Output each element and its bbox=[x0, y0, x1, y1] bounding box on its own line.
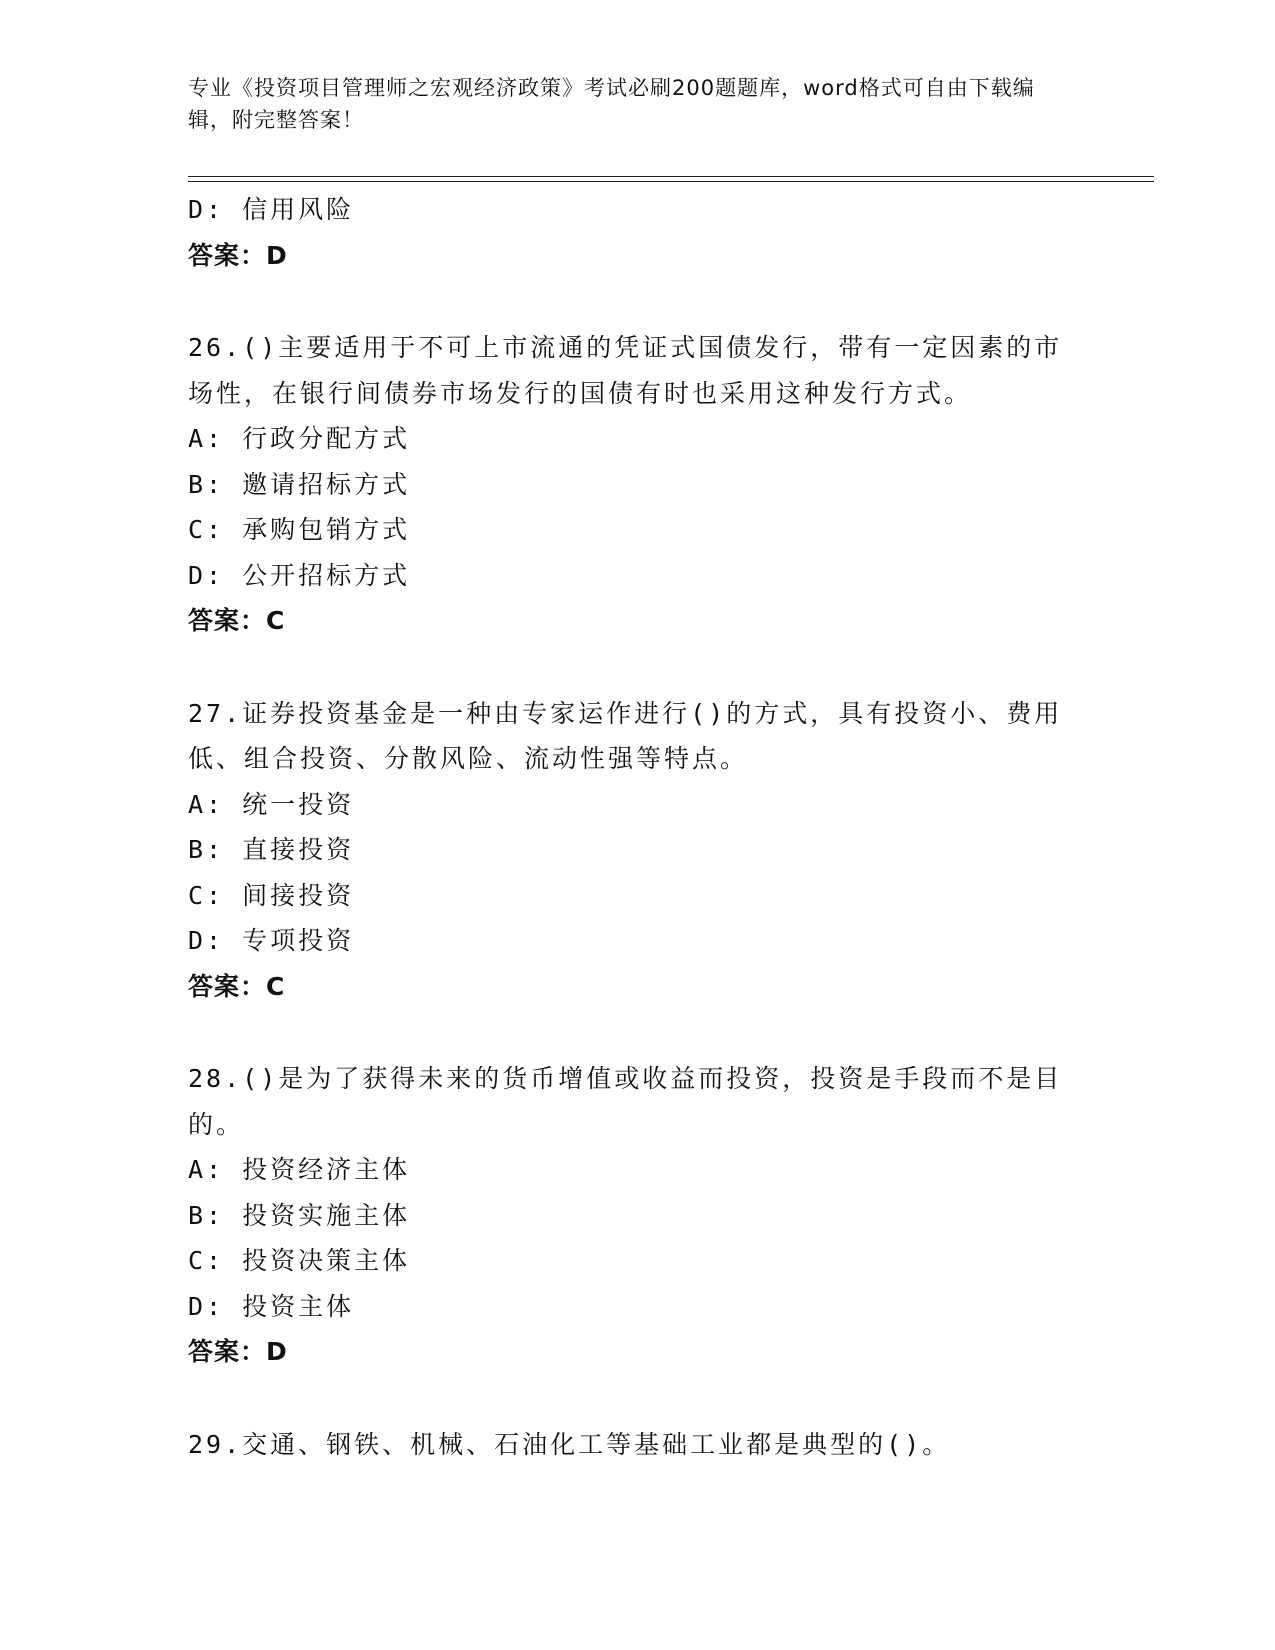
question-27 bbox=[188, 691, 1078, 1010]
option-d: D: 专项投资 bbox=[188, 926, 355, 955]
question-spacer bbox=[188, 1009, 1078, 1056]
document-header: 专业《投资项目管理师之宏观经济政策》考试必刷200题题库，word格式可自由下载编辑，附完整答案！ bbox=[188, 76, 1035, 132]
option-c: C: 间接投资 bbox=[188, 880, 355, 910]
answer-line: 答案：D bbox=[188, 240, 288, 270]
option-b: B: 邀请招标方式 bbox=[188, 469, 411, 499]
question-26 bbox=[188, 325, 1078, 644]
answer-line: 答案：D bbox=[188, 1337, 288, 1366]
option-b: B: 直接投资 bbox=[188, 835, 355, 864]
question-list bbox=[188, 187, 1078, 1467]
answer-line: 答案：C bbox=[188, 971, 286, 1001]
header-divider-bottom bbox=[188, 181, 1154, 182]
option-d: D: 公开招标方式 bbox=[188, 560, 411, 590]
question-stem: 27.证券投资基金是一种由专家运作进行()的方式，具有投资小、费用低、组合投资、分散风险、流动性强等特点。 bbox=[188, 698, 1063, 773]
option-c: C: 投资决策主体 bbox=[188, 1246, 411, 1275]
option-a: A: 行政分配方式 bbox=[188, 424, 411, 453]
question-spacer bbox=[188, 1375, 1078, 1422]
option-b: B: 投资实施主体 bbox=[188, 1200, 411, 1230]
question-28 bbox=[188, 1056, 1078, 1375]
question-stem: 28.()是为了获得未来的货币增值或收益而投资，投资是手段而不是目的。 bbox=[188, 1064, 1063, 1139]
header-divider-top bbox=[188, 176, 1154, 177]
answer-line: 答案：C bbox=[188, 606, 286, 635]
question-stem: 29.交通、钢铁、机械、石油化工等基础工业都是典型的()。 bbox=[188, 1429, 951, 1459]
option-d: D: 投资主体 bbox=[188, 1291, 355, 1321]
option-d: D: 信用风险 bbox=[188, 195, 355, 224]
question-spacer bbox=[188, 278, 1078, 325]
question-29 bbox=[188, 1422, 1078, 1468]
question-stem: 26.()主要适用于不可上市流通的凭证式国债发行，带有一定因素的市场性，在银行间债券市场发行的国债有时也采用这种发行方式。 bbox=[188, 333, 1063, 408]
option-a: A: 统一投资 bbox=[188, 789, 355, 819]
option-a: A: 投资经济主体 bbox=[188, 1155, 411, 1184]
option-c: C: 承购包销方式 bbox=[188, 515, 411, 544]
question-spacer bbox=[188, 644, 1078, 691]
